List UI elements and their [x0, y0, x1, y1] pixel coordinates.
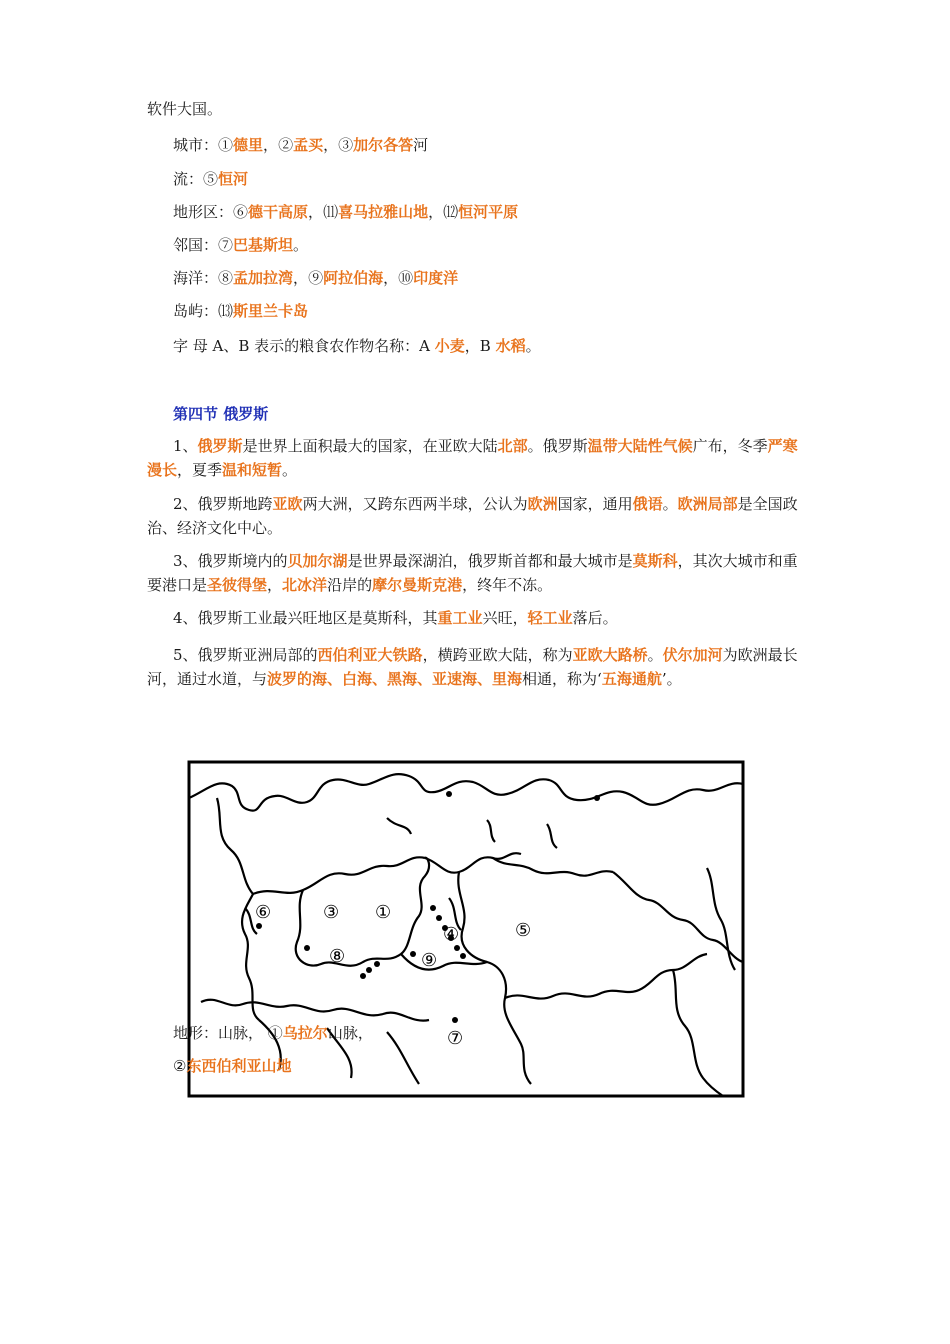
text-run: ⑩	[398, 269, 414, 287]
highlighted-term: 五海通航	[601, 670, 662, 688]
caption-mountains: 山脉， ①	[218, 1024, 283, 1042]
highlighted-term: 欧洲	[527, 495, 558, 513]
map-label-6: ⑥	[255, 902, 272, 923]
highlighted-term: 印度洋	[413, 269, 459, 287]
text-run: ，	[323, 136, 339, 154]
text-run: ，	[383, 269, 399, 287]
highlighted-term: 巴基斯坦	[233, 236, 294, 254]
highlighted-term: 欧洲局部	[677, 495, 738, 513]
text-run: ③	[338, 136, 354, 154]
crops-prefix: 字 母 A、B 表示的粮食农作物名称：A	[173, 337, 435, 355]
highlighted-term: 轻工业	[527, 609, 573, 627]
text-run: 。俄罗斯	[527, 437, 588, 455]
text-run: 4、俄罗斯工业最兴旺地区是莫斯科，其	[173, 609, 438, 627]
text-run: 两大洲，又跨东西两半球，公认为	[302, 495, 528, 513]
russia-paragraph-4	[147, 606, 807, 630]
text-run: ⑿	[443, 203, 459, 221]
map-label-3: ③	[323, 902, 340, 923]
text-run: 1、	[173, 437, 198, 455]
highlighted-term: 斯里兰卡岛	[233, 302, 309, 320]
russia-paragraph-2	[147, 492, 807, 540]
intro-tail: 软件大国。	[147, 100, 223, 118]
highlighted-term: 德干高原	[248, 203, 309, 221]
text-run: 河	[413, 136, 429, 154]
highlighted-term: 温和短暂	[222, 461, 283, 479]
text-run: 。	[662, 495, 678, 513]
india-islands	[173, 300, 308, 322]
highlighted-term: 亚欧大路桥	[572, 646, 648, 664]
highlighted-term: 重工业	[437, 609, 483, 627]
text-run: 城市：	[173, 136, 219, 154]
highlighted-term: 阿拉伯海	[323, 269, 384, 287]
text-run: ’。	[661, 670, 682, 688]
text-run: ，	[263, 136, 279, 154]
text-run: ，横跨亚欧大陆，称为	[422, 646, 573, 664]
caption-num-2: ②	[173, 1057, 187, 1075]
india-cities	[173, 134, 428, 156]
caption-ural-suffix: 山脉，	[327, 1024, 373, 1042]
text-run: 海洋：	[173, 269, 219, 287]
text-run: ，终年不冻。	[462, 576, 553, 594]
text-run: 沿岸的	[327, 576, 373, 594]
text-run: ，其次大城市和重要港口是	[147, 552, 798, 594]
text-run: 为欧洲最长河，通过水道，与	[147, 646, 798, 688]
map-label-1: ①	[375, 902, 392, 923]
text-run: 是世界最深湖泊，俄罗斯首都和最大城市是	[347, 552, 633, 570]
highlighted-term: 恒河平原	[458, 203, 519, 221]
text-run: ，	[293, 269, 309, 287]
text-run: 5、俄罗斯亚洲局部的	[173, 646, 318, 664]
crop-b: 水稻	[495, 337, 526, 355]
caption-landform-label: 地形：	[173, 1024, 219, 1042]
text-run: ⑾	[323, 203, 339, 221]
text-run: ⑥	[233, 203, 249, 221]
russia-outline-map	[187, 758, 745, 1098]
map-label-9: ⑨	[421, 950, 438, 971]
map-caption-highlands	[173, 1055, 291, 1077]
text-run: ⑦	[218, 236, 234, 254]
map-label-8: ⑧	[329, 946, 346, 967]
text-run: 邻国：	[173, 236, 219, 254]
text-run: 2、俄罗斯地跨	[173, 495, 273, 513]
india-landforms	[173, 201, 518, 223]
text-run: 地形区：	[173, 203, 234, 221]
section-title: 第四节 俄罗斯	[173, 405, 269, 423]
highlighted-term: 孟买	[293, 136, 324, 154]
text-run: ①	[218, 136, 234, 154]
india-rivers	[173, 168, 248, 190]
caption-ural: 乌拉尔	[282, 1024, 328, 1042]
map-label-7: ⑦	[447, 1028, 464, 1049]
text-run: ，	[308, 203, 324, 221]
text-run: 是世界上面积最大的国家，在亚欧大陆	[242, 437, 498, 455]
highlighted-term: 波罗的海、白海、黑海、亚速海、里海	[267, 670, 523, 688]
highlighted-term: 俄罗斯	[197, 437, 243, 455]
text-run: 。	[647, 646, 663, 664]
highlighted-term: 亚欧	[272, 495, 303, 513]
highlighted-term: 西伯利亚大铁路	[317, 646, 423, 664]
highlighted-term: 恒河	[218, 170, 249, 188]
text-run: 国家，通用	[557, 495, 633, 513]
highlighted-term: 俄语	[632, 495, 663, 513]
highlighted-term: 严寒漫长	[147, 437, 798, 479]
map-label-4: ④	[443, 924, 460, 945]
russia-paragraph-5	[147, 643, 807, 691]
india-crops	[173, 335, 541, 357]
highlighted-term: 伏尔加河	[662, 646, 723, 664]
text-run: 。	[282, 461, 298, 479]
highlighted-term: 北冰洋	[282, 576, 328, 594]
india-oceans	[173, 267, 458, 289]
text-run: ，	[428, 203, 444, 221]
india-neighbors	[173, 234, 308, 256]
text-run: 兴旺，	[482, 609, 528, 627]
highlighted-term: 喜马拉雅山地	[338, 203, 429, 221]
text-run: ⒀	[218, 302, 234, 320]
highlighted-term: 加尔各答	[353, 136, 414, 154]
caption-east-siberia: 东西伯利亚山地	[186, 1057, 292, 1075]
map-frame	[189, 762, 743, 1096]
highlighted-term: 贝加尔湖	[287, 552, 348, 570]
highlighted-term: 温带大陆性气候	[587, 437, 693, 455]
highlighted-term: 莫斯科	[632, 552, 678, 570]
text-run: ，	[267, 576, 283, 594]
text-run: 落后。	[572, 609, 618, 627]
highlighted-term: 德里	[233, 136, 264, 154]
text-run: 相通，称为‘	[522, 670, 602, 688]
text-run: 3、俄罗斯境内的	[173, 552, 288, 570]
crops-mid: ，B	[464, 337, 496, 355]
text-run: ⑤	[203, 170, 219, 188]
text-run: ⑨	[308, 269, 324, 287]
highlighted-term: 孟加拉湾	[233, 269, 294, 287]
text-run: 是全国政治、经济文化中心。	[147, 495, 798, 537]
text-run: ⑧	[218, 269, 234, 287]
map-caption-landforms	[173, 1022, 373, 1044]
text-run: 岛屿：	[173, 302, 219, 320]
crop-a: 小麦	[434, 337, 465, 355]
highlighted-term: 圣彼得堡	[207, 576, 268, 594]
russia-paragraph-1	[147, 434, 807, 482]
crops-end: 。	[525, 337, 541, 355]
russia-paragraph-3	[147, 549, 807, 597]
text-run: ，夏季	[177, 461, 223, 479]
text-run: 流：	[173, 170, 204, 188]
text-run: ②	[278, 136, 294, 154]
highlighted-term: 北部	[497, 437, 528, 455]
highlighted-term: 摩尔曼斯克港	[372, 576, 463, 594]
text-run: 。	[293, 236, 309, 254]
map-label-5: ⑤	[515, 920, 532, 941]
text-run: 广布，冬季	[692, 437, 768, 455]
